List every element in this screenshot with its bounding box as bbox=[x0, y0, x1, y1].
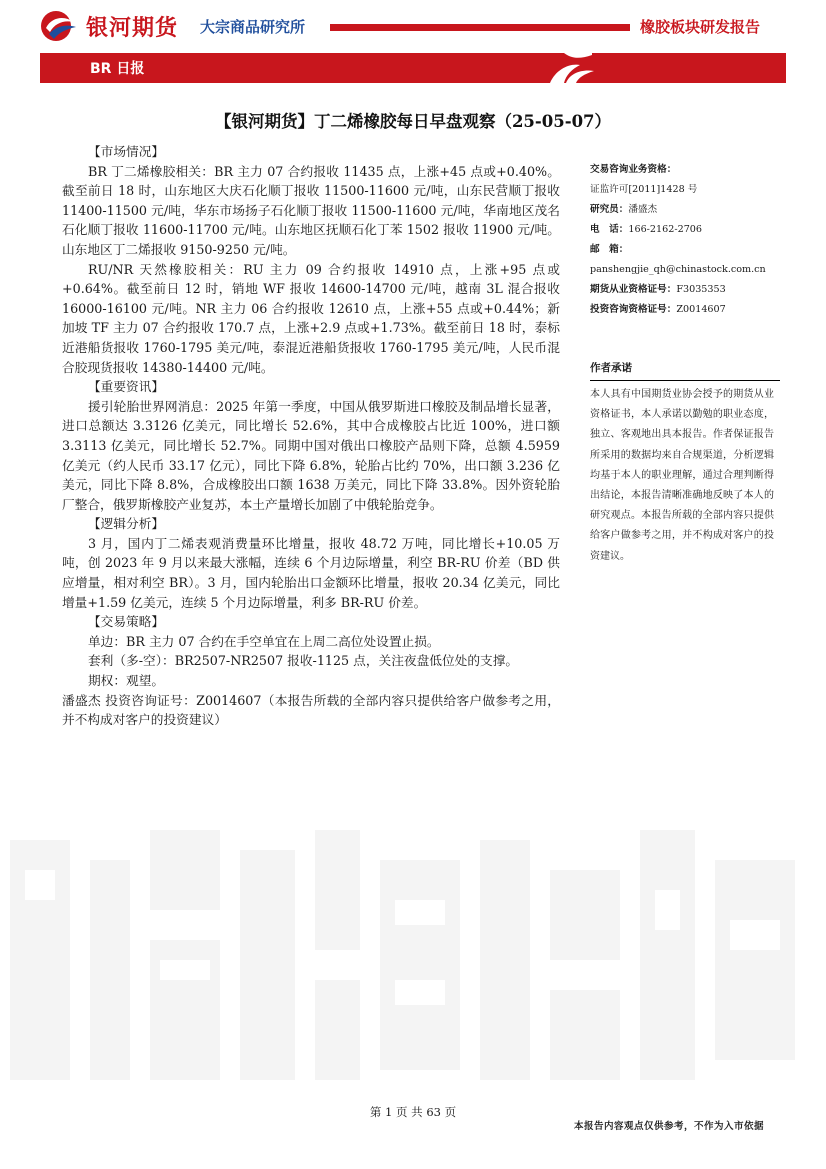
banner-title: BR 日报 bbox=[90, 61, 145, 77]
section-heading: 【重要资讯】 bbox=[88, 379, 165, 395]
paragraph: 期权：观望。 bbox=[88, 673, 165, 689]
banner-swoosh-icon bbox=[536, 53, 608, 83]
paragraph: BR 丁二烯橡胶相关：BR 主力 07 合约报收 11435 点，上涨+45 点或+0.40%。截至前日 18 时，山东地区大庆石化顺丁报收 11500-11600 元/吨，山东民营顺丁报收 11400-11500 元/吨，华东市场扬子石化顺丁报收 11500-11600 元/吨，华南地区茂名石化顺丁报收 11600-11700 元/吨。山东地区抚顺石化丁苯 1502 报收 11900 元/吨。山东地区丁二烯报收 9150-9250 元/吨。 bbox=[62, 163, 560, 257]
paragraph: 套利（多-空）：BR2507-NR2507 报收-1125 点，关注夜盘低位处的支撑。 bbox=[88, 653, 519, 669]
page-number: 第 1 页 共 63 页 bbox=[369, 1105, 457, 1119]
section-heading: 【逻辑分析】 bbox=[88, 516, 165, 532]
company-name: 银河期货 bbox=[86, 16, 179, 41]
paragraph: 单边：BR 主力 07 合约在手空单宜在上周二高位处设置止损。 bbox=[88, 633, 440, 649]
qual-label: 交易咨询业务资格： bbox=[590, 164, 677, 175]
watermark-pattern bbox=[0, 830, 826, 1100]
futures-cert-label: 期货从业资格证号： bbox=[590, 284, 677, 295]
qual-value: 证监许可[2011]1428 号 bbox=[590, 184, 698, 195]
header-rule bbox=[330, 24, 630, 31]
paragraph: 3 月，国内丁二烯表观消费量环比增量，报收 48.72 万吨，同比增长+10.05 万吨，创 2023 年 9 月以来最大涨幅，连续 6 个月边际增量，利空 BR-RU 价差（BD 供应增量，相对利空 BR）。3 月，国内轮胎出口金额环比增量，报收 20.34 亿美元，同比增量+1.59 亿美元，连续 5 个月边际增量，利多 BR-RU 价差。 bbox=[62, 535, 560, 610]
banner-bar bbox=[40, 53, 786, 83]
email-value: panshengjie_qh@chinastock.com.cn bbox=[590, 264, 766, 275]
main-content bbox=[62, 142, 560, 730]
section-heading: 【市场情况】 bbox=[88, 144, 165, 159]
phone-value: 166-2162-2706 bbox=[628, 224, 703, 235]
section-heading: 【交易策略】 bbox=[88, 614, 165, 630]
pledge-heading: 作者承诺 bbox=[590, 358, 780, 381]
yinhe-logo-icon bbox=[40, 10, 78, 42]
paragraph: RU/NR 天然橡胶相关：RU 主力 09 合约报收 14910 点，上涨+95 点或+0.64%。截至前日 12 时，销地 WF 报收 14600-14700 元/吨，越南 3L 混合报收 16000-16100 元/吨。NR 主力 06 合约报收 12610 点，上涨+55 点或+0.44%；新加坡 TF 主力 07 合约报收 170.7 点，上涨+2.9 点或+1.73%。截至前日 18 时，泰标近港船货报收 1760-1795 美元/吨，泰混近港船货报收 1760-1795 美元/吨，人民币混合胶现货报收 14380-14400 元/吨。 bbox=[62, 261, 560, 375]
signature: 潘盛杰 投资咨询证号：Z0014607（本报告所载的全部内容只提供给客户做参考之用，并不构成对客户的投资建议） bbox=[62, 692, 560, 728]
phone-label: 电 话： bbox=[590, 224, 629, 235]
email-label: 邮 箱： bbox=[590, 244, 629, 255]
invest-cert-label: 投资咨询资格证号： bbox=[590, 304, 677, 315]
institute-name: 大宗商品研究所 bbox=[200, 18, 306, 36]
researcher-label: 研究员： bbox=[590, 204, 629, 215]
futures-cert-value: F3035353 bbox=[676, 284, 726, 295]
report-type: 橡胶板块研发报告 bbox=[640, 18, 761, 36]
paragraph: 援引轮胎世界网消息：2025 年第一季度，中国从俄罗斯进口橡胶及制品增长显著，进口总额达 3.3126 亿美元，同比增长 52.6%，其中合成橡胶占比近 100%，进口额 3.3113 亿美元，同比增长 52.7%。同期中国对俄出口橡胶产品则下降，总额 4.5959 亿美元（约人民币 33.17 亿元），同比下降 6.8%，轮胎占比约 70%，出口额 3.236 亿美元，同比下降 8.8%，合成橡胶出口额 1638 万美元，同比下降 33.8%。因外资轮胎厂整合，俄罗斯橡胶产业复苏，本土产量增长加剧了中俄轮胎竞争。 bbox=[62, 398, 560, 512]
sidebar bbox=[590, 160, 790, 567]
footer-disclaimer: 本报告内容观点仅供参考，不作为入市依据 bbox=[574, 1121, 765, 1132]
pledge-text: 本人具有中国期货业协会授予的期货从业资格证书，本人承诺以勤勉的职业态度，独立、客观地出具本报告。作者保证报告所采用的数据均来自合规渠道，分析逻辑均基于本人的职业理解，通过合理判断得出结论，本报告清晰准确地反映了本人的研究观点。本报告所载的全部内容只提供给客户做参考之用，并不构成对客户的投资建议。 bbox=[590, 389, 774, 562]
document-title: 【银河期货】丁二烯橡胶每日早盘观察（25-05-07） bbox=[214, 112, 612, 131]
researcher-value: 潘盛杰 bbox=[628, 204, 658, 215]
invest-cert-value: Z0014607 bbox=[676, 304, 726, 315]
